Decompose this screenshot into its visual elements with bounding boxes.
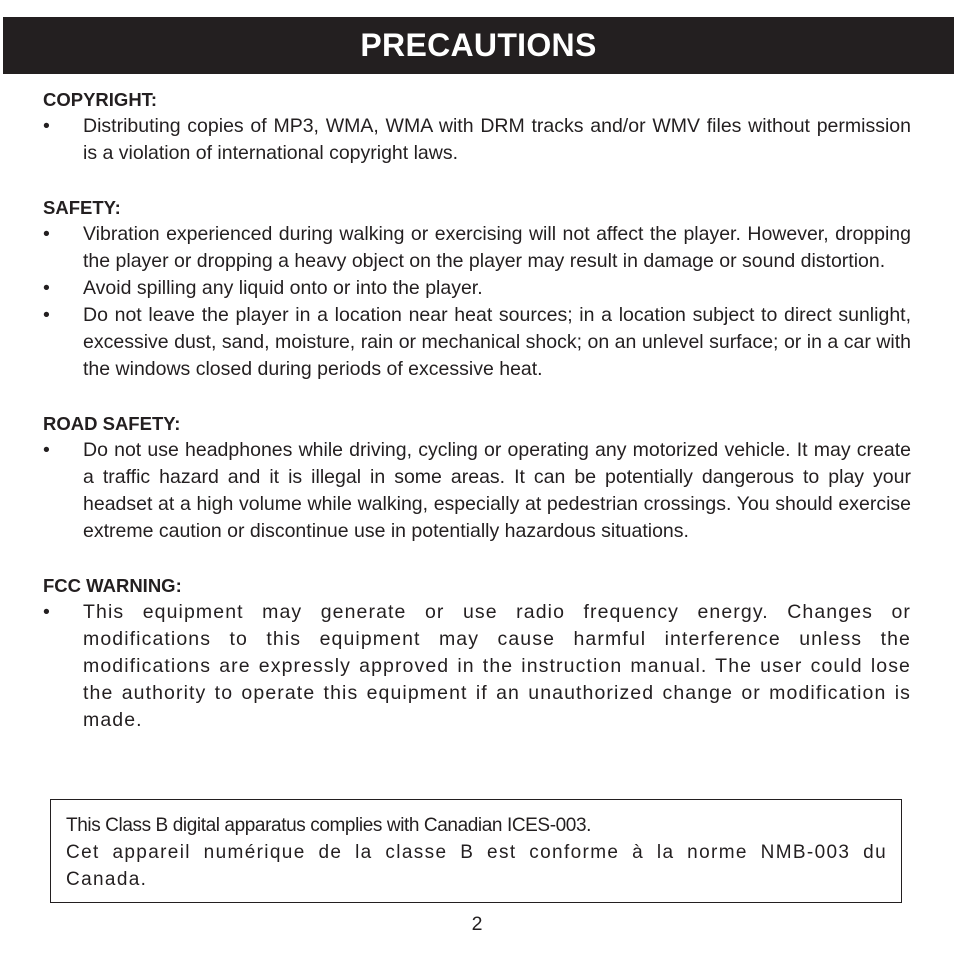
section-copyright bbox=[43, 86, 911, 167]
compliance-notice-box bbox=[50, 799, 902, 903]
header-bar bbox=[3, 17, 954, 74]
page-number: 2 bbox=[471, 913, 483, 935]
bullet-item: • Do not use headphones while driving, cycling or operating any motorized vehicle. It may create a traffic hazard and it is illegal in some areas. It can be potentially dangerous to play your headset at a high volume while walking, especially at pedestrian crossings. You should exercise extreme caution or discontinue use in potentially hazardous situations. bbox=[43, 437, 911, 545]
bullet-list bbox=[43, 437, 911, 545]
bullet-list bbox=[43, 221, 911, 383]
bullet-item: • Vibration experienced during walking or exercising will not affect the player. However, dropping the player or dropping a heavy object on the player may result in damage or sound distortion. bbox=[43, 221, 911, 275]
section-heading: FCC WARNING: bbox=[43, 575, 182, 596]
section-safety bbox=[43, 194, 911, 383]
bullet-list bbox=[43, 599, 911, 734]
page-title: PRECAUTIONS bbox=[360, 27, 597, 63]
bullet-item: • Distributing copies of MP3, WMA, WMA with DRM tracks and/or WMV files without permission is a violation of international copyright laws. bbox=[43, 113, 911, 167]
notice-english: This Class B digital apparatus complies with Canadian ICES-003. bbox=[66, 815, 592, 836]
bullet-item: • Do not leave the player in a location near heat sources; in a location subject to direct sunlight, excessive dust, sand, moisture, rain or mechanical shock; on an unlevel surface; or in a car with the windows closed during periods of excessive heat. bbox=[43, 302, 911, 383]
section-heading: SAFETY: bbox=[43, 197, 121, 218]
bullet-item: • This equipment may generate or use radio frequency energy. Changes or modifications to this equipment may cause harmful interference unless the modifications are expressly approved in the instruction manual. The user could lose the authority to operate this equipment if an unauthorized change or modification is made. bbox=[43, 599, 911, 734]
section-fcc-warning bbox=[43, 572, 911, 734]
bullet-item: • Avoid spilling any liquid onto or into the player. bbox=[43, 275, 911, 302]
precautions-content bbox=[43, 86, 911, 761]
section-heading: COPYRIGHT: bbox=[43, 89, 158, 110]
section-road-safety bbox=[43, 410, 911, 545]
bullet-list bbox=[43, 113, 911, 167]
notice-french: Cet appareil numérique de la classe B est conforme à la norme NMB-003 du Canada. bbox=[66, 842, 887, 890]
section-heading: ROAD SAFETY: bbox=[43, 413, 181, 434]
